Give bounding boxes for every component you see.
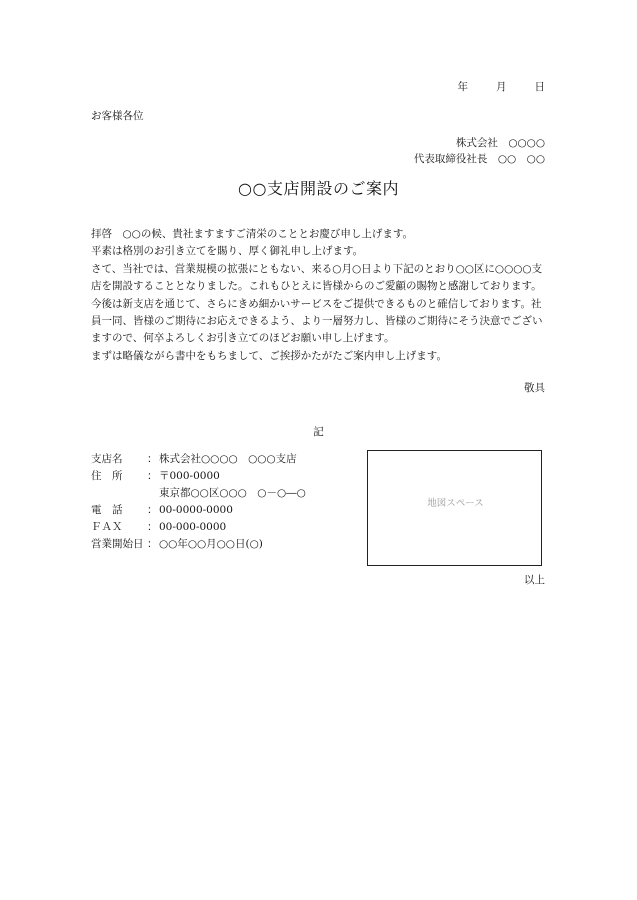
detail-label: 電 話 bbox=[91, 504, 123, 516]
detail-row-opening-date bbox=[91, 536, 306, 553]
record-heading: 記 bbox=[313, 426, 324, 438]
body-paragraph: さて、当社では、営業規模の拡張にともない、来る○月○日より下記のとおり○○区に○○○○支店を開設することとなりました。これもひとえに皆様からのご愛顧の賜物と感謝しております。 bbox=[91, 262, 543, 293]
detail-separator: ： bbox=[147, 470, 158, 482]
detail-row-branch-name bbox=[91, 451, 306, 468]
date-day-label: 日 bbox=[534, 81, 545, 93]
detail-label: 営業開始日 bbox=[91, 538, 144, 550]
body-paragraph: 拝啓 ○○の候、貴社ますますご清栄のこととお慶び申し上げます。 bbox=[91, 228, 413, 240]
detail-separator: ： bbox=[147, 453, 158, 465]
document-title: ○○支店開設のご案内 bbox=[238, 179, 399, 198]
detail-value: 株式会社○○○○ ○○○支店 bbox=[159, 453, 297, 465]
closing-phrase: 敬具 bbox=[524, 382, 545, 394]
body-paragraph: 平素は格別のお引き立てを賜り、厚く御礼申し上げます。 bbox=[91, 245, 364, 258]
date-month-label: 月 bbox=[496, 81, 507, 93]
detail-label: ＦＡＸ bbox=[91, 521, 123, 533]
detail-value: 東京都○○区○○○ ○－○―○ bbox=[159, 487, 306, 499]
document-date bbox=[458, 79, 546, 94]
map-placeholder-label: 地図スペース bbox=[427, 498, 484, 509]
recipient: お客様各位 bbox=[91, 110, 144, 122]
body-paragraph: 今後は新支店を通じて、さらにきめ細かいサービスをご提供できるものと確信しております。社員一同、皆様のご期待にお応えできるよう、より一層努力し、皆様のご期待にそう決意でございますので、何卒よろしくお引き立てのほどお願い申し上げます。 bbox=[91, 297, 543, 345]
detail-label: 住 所 bbox=[91, 470, 123, 482]
sender-company: 株式会社 ○○○○ bbox=[455, 137, 545, 149]
detail-separator: ： bbox=[147, 538, 158, 550]
end-mark: 以上 bbox=[524, 574, 545, 586]
detail-row-address-line-2 bbox=[91, 485, 306, 502]
detail-separator: ： bbox=[147, 504, 158, 516]
sender-representative: 代表取締役社長 ○○ ○○ bbox=[413, 153, 545, 165]
detail-value: 00-0000-0000 bbox=[159, 504, 233, 516]
date-year-label: 年 bbox=[457, 81, 468, 93]
detail-row-phone bbox=[91, 502, 306, 519]
detail-value: ○○年○○月○○日(○) bbox=[159, 538, 263, 550]
detail-row-fax bbox=[91, 519, 306, 536]
detail-list bbox=[91, 451, 306, 553]
detail-value: 〒000-0000 bbox=[159, 470, 220, 482]
detail-label: 支店名 bbox=[91, 453, 123, 465]
detail-value: 00-000-0000 bbox=[159, 521, 227, 533]
detail-separator: ： bbox=[147, 521, 158, 533]
letter-body bbox=[91, 226, 547, 365]
detail-separator bbox=[147, 485, 159, 502]
detail-row-address bbox=[91, 468, 306, 485]
map-placeholder-box bbox=[367, 450, 542, 566]
body-paragraph: まずは略儀ながら書中をもちまして、ご挨拶かたがたご案内申し上げます。 bbox=[91, 349, 447, 362]
detail-label bbox=[91, 485, 147, 502]
